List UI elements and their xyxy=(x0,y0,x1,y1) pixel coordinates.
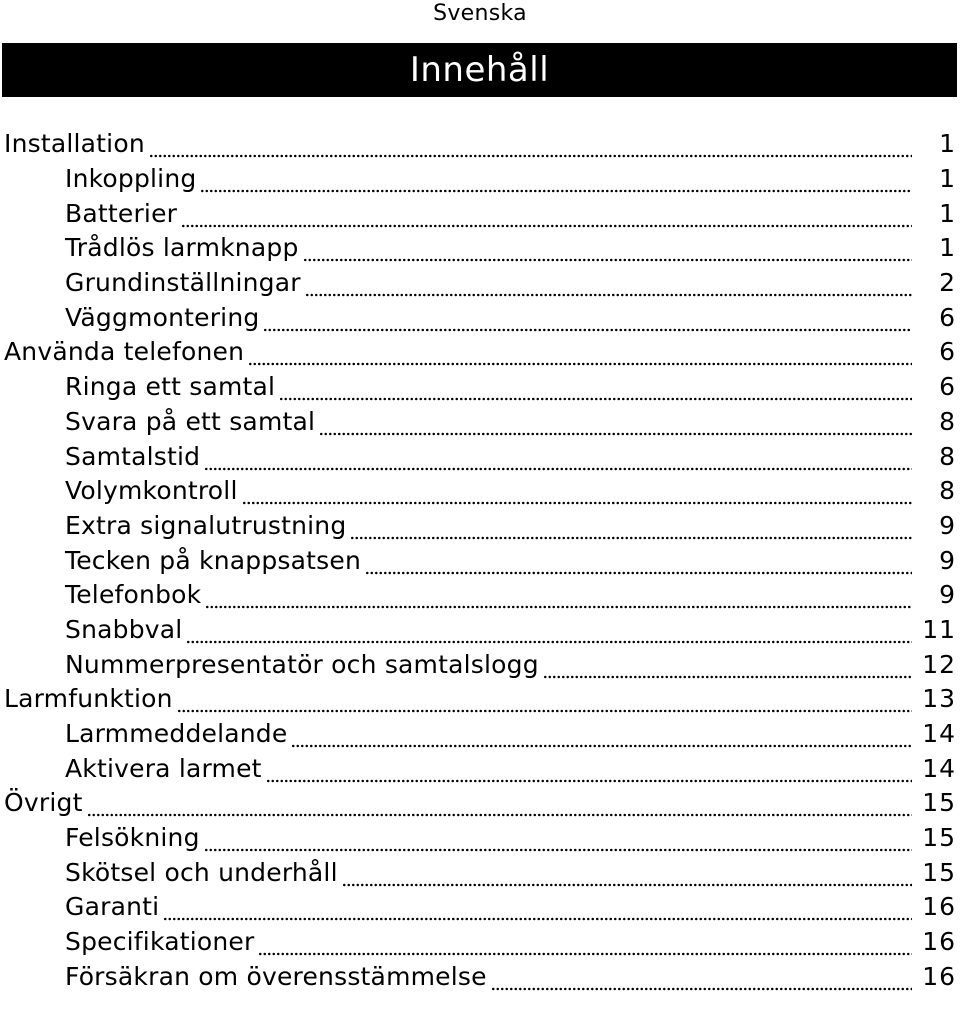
toc-entry-label: Larmfunktion xyxy=(4,684,173,714)
dot-leader xyxy=(87,789,912,817)
toc-page-number: 1 xyxy=(939,129,956,159)
toc-entry-label: Inkoppling xyxy=(65,164,197,194)
toc-page-number: 14 xyxy=(922,719,956,749)
dot-leader xyxy=(248,338,912,366)
toc-subsection[interactable] xyxy=(0,509,956,544)
toc-subsection[interactable] xyxy=(0,613,956,648)
dot-leader xyxy=(258,928,912,956)
dot-leader xyxy=(350,512,912,540)
toc-subsection[interactable] xyxy=(0,717,956,752)
toc-page-number: 9 xyxy=(939,510,956,540)
toc-subsection[interactable] xyxy=(0,751,956,786)
dot-leader xyxy=(305,269,912,297)
toc-entry-label: Svara på ett samtal xyxy=(65,406,316,436)
toc-page-number: 15 xyxy=(922,788,956,818)
dot-leader xyxy=(242,477,912,505)
dot-leader xyxy=(177,685,912,713)
toc-entry-label: Installation xyxy=(4,129,145,159)
toc-subsection[interactable] xyxy=(0,474,956,509)
toc-page-number: 12 xyxy=(922,649,956,679)
toc-entry-label: Försäkran om överensstämmelse xyxy=(65,961,487,991)
toc-page-number: 11 xyxy=(922,614,956,644)
toc-entry-label: Väggmontering xyxy=(65,302,260,332)
toc-section[interactable] xyxy=(0,682,956,717)
toc-subsection[interactable] xyxy=(0,196,956,231)
toc-entry-label: Batterier xyxy=(65,198,178,228)
toc-page-number: 2 xyxy=(939,268,956,298)
toc-section[interactable] xyxy=(0,786,956,821)
toc-entry-label: Ringa ett samtal xyxy=(65,372,276,402)
dot-leader xyxy=(291,720,912,748)
toc-page-number: 6 xyxy=(939,302,956,332)
toc-subsection[interactable] xyxy=(0,300,956,335)
toc-page-number: 13 xyxy=(922,684,956,714)
table-of-contents xyxy=(0,127,956,994)
toc-entry-label: Använda telefonen xyxy=(4,337,245,367)
toc-subsection[interactable] xyxy=(0,647,956,682)
toc-entry-label: Nummerpresentatör och samtalslogg xyxy=(65,649,539,679)
toc-subsection[interactable] xyxy=(0,231,956,266)
toc-subsection[interactable] xyxy=(0,266,956,301)
toc-page-number: 8 xyxy=(939,476,956,506)
toc-entry-label: Samtalstid xyxy=(65,441,201,471)
dot-leader xyxy=(205,581,912,609)
toc-subsection[interactable] xyxy=(0,821,956,856)
dot-leader xyxy=(491,963,912,991)
title-banner xyxy=(2,43,957,97)
dot-leader xyxy=(279,373,912,401)
toc-subsection[interactable] xyxy=(0,405,956,440)
toc-page-number: 9 xyxy=(939,580,956,610)
dot-leader xyxy=(263,304,912,332)
toc-page-number: 16 xyxy=(922,927,956,957)
toc-section[interactable] xyxy=(0,127,956,162)
toc-entry-label: Övrigt xyxy=(4,788,83,818)
toc-page-number: 9 xyxy=(939,545,956,575)
dot-leader xyxy=(543,651,912,679)
dot-leader xyxy=(149,130,912,158)
toc-entry-label: Specifikationer xyxy=(65,927,255,957)
toc-entry-label: Telefonbok xyxy=(65,580,202,610)
toc-entry-label: Trådlös larmknapp xyxy=(65,233,299,263)
toc-subsection[interactable] xyxy=(0,960,956,995)
toc-entry-label: Skötsel och underhåll xyxy=(65,857,338,887)
dot-leader xyxy=(303,234,912,262)
toc-entry-label: Extra signalutrustning xyxy=(65,510,347,540)
dot-leader xyxy=(204,443,912,471)
toc-entry-label: Aktivera larmet xyxy=(65,753,262,783)
toc-subsection[interactable] xyxy=(0,925,956,960)
toc-subsection[interactable] xyxy=(0,370,956,405)
toc-page-number: 6 xyxy=(939,337,956,367)
toc-entry-label: Tecken på knappsatsen xyxy=(65,545,362,575)
dot-leader xyxy=(181,200,912,228)
toc-page-number: 1 xyxy=(939,164,956,194)
toc-entry-label: Volymkontroll xyxy=(65,476,238,506)
toc-page-number: 16 xyxy=(922,892,956,922)
toc-subsection[interactable] xyxy=(0,439,956,474)
toc-entry-label: Larmmeddelande xyxy=(65,719,288,749)
toc-subsection[interactable] xyxy=(0,890,956,925)
dot-leader xyxy=(365,547,912,575)
toc-entry-label: Snabbval xyxy=(65,614,183,644)
toc-subsection[interactable] xyxy=(0,855,956,890)
dot-leader xyxy=(186,616,912,644)
toc-subsection[interactable] xyxy=(0,578,956,613)
toc-page-number: 1 xyxy=(939,198,956,228)
dot-leader xyxy=(319,408,912,436)
toc-page-number: 15 xyxy=(922,857,956,887)
toc-page-number: 14 xyxy=(922,753,956,783)
toc-subsection[interactable] xyxy=(0,543,956,578)
toc-page-number: 8 xyxy=(939,406,956,436)
page-title: Innehåll xyxy=(409,50,550,90)
toc-entry-label: Grundinställningar xyxy=(65,268,301,298)
toc-entry-label: Garanti xyxy=(65,892,160,922)
toc-entry-label: Felsökning xyxy=(65,823,200,853)
toc-page-number: 15 xyxy=(922,823,956,853)
dot-leader xyxy=(163,893,912,921)
toc-page-number: 16 xyxy=(922,961,956,991)
toc-section[interactable] xyxy=(0,335,956,370)
dot-leader xyxy=(200,165,912,193)
toc-page-number: 6 xyxy=(939,372,956,402)
language-label: Svenska xyxy=(433,1,527,26)
toc-subsection[interactable] xyxy=(0,162,956,197)
dot-leader xyxy=(342,859,912,887)
dot-leader xyxy=(266,755,912,783)
toc-page-number: 8 xyxy=(939,441,956,471)
dot-leader xyxy=(204,824,912,852)
toc-page-number: 1 xyxy=(939,233,956,263)
